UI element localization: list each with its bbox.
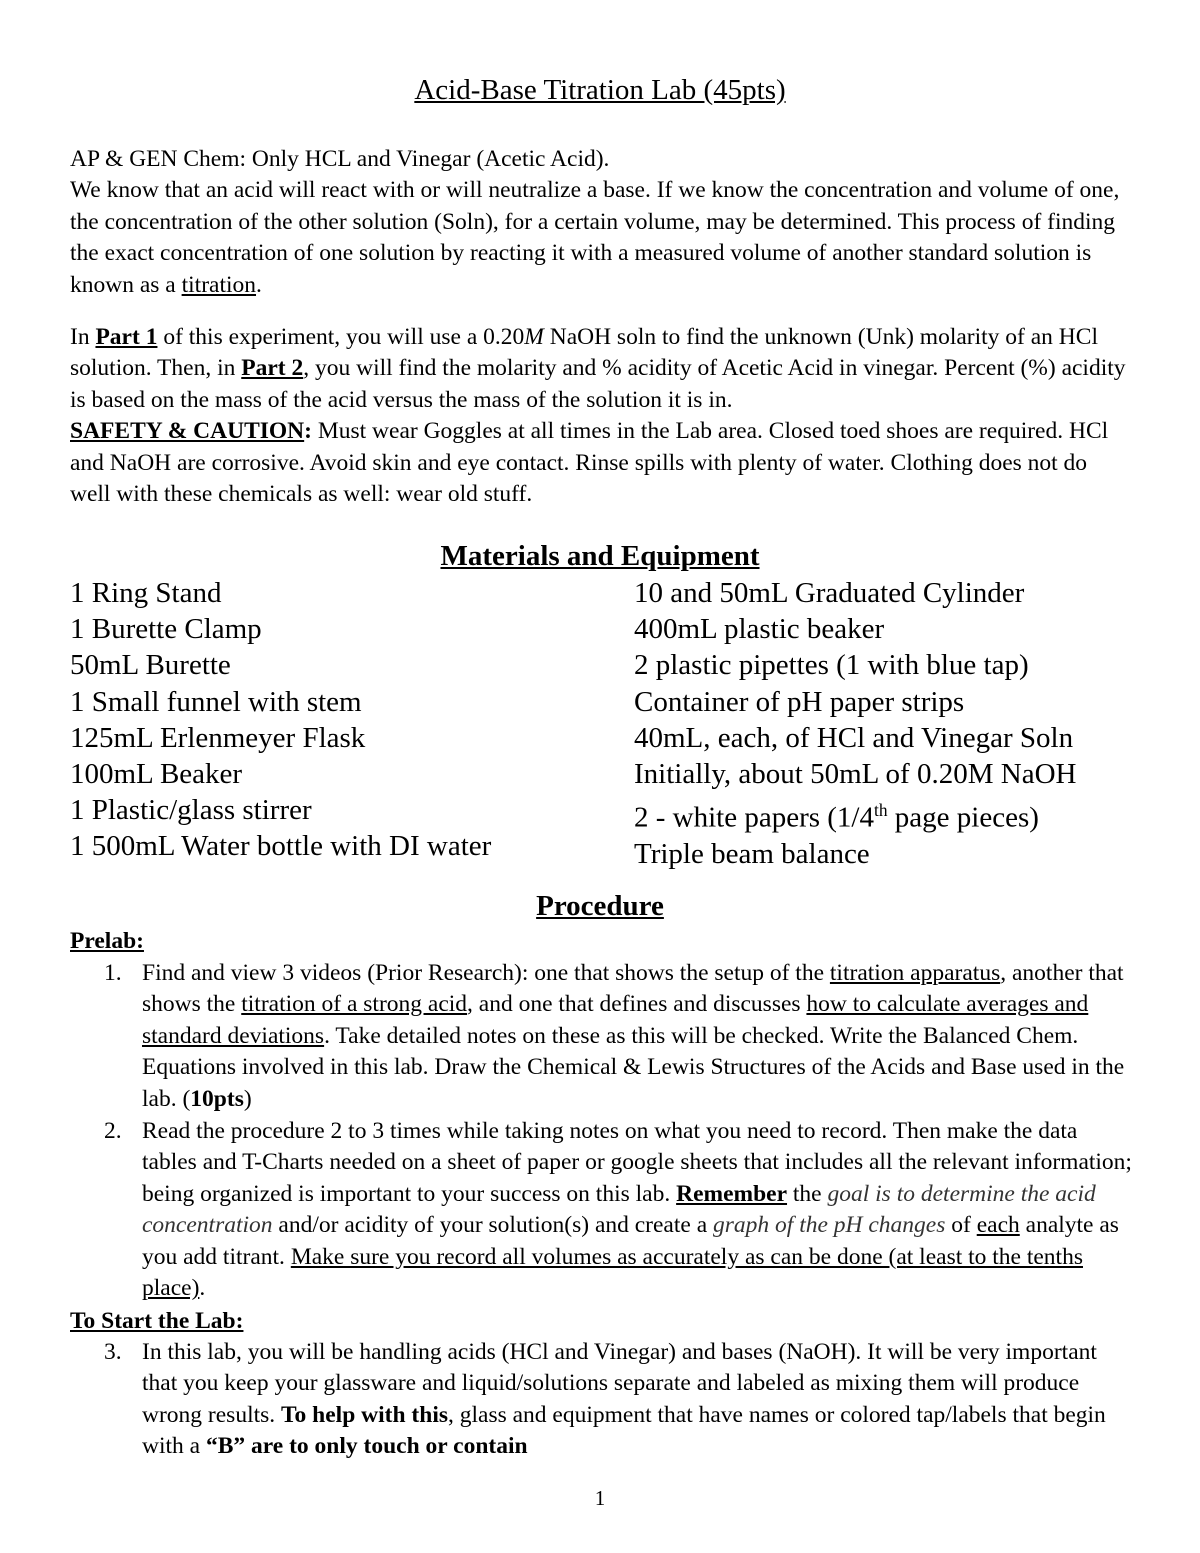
prelab-heading: Prelab: (70, 928, 144, 954)
material-item: 125mL Erlenmeyer Flask (70, 721, 366, 754)
material-item: 1 500mL Water bottle with DI water (70, 830, 492, 863)
part2-label: Part 2 (241, 355, 304, 382)
intro-paragraph: AP & GEN Chem: Only HCL and Vinegar (Acetic Acid). We know that an acid will react with or will neutralize a base. If we know the concentration and volume of one, the concentration of the other solution (Soln), for a certain volume, may be determined. This process of finding the exact concentration of one solution by reacting it with a measured volume of another standard solution is known as a titration. (70, 146, 1120, 298)
material-item: 1 Burette Clamp (70, 613, 262, 646)
material-item: Triple beam balance (634, 838, 870, 871)
page-number: 1 (594, 1486, 606, 1510)
part1-label: Part 1 (95, 324, 158, 350)
titration-term: titration (181, 271, 257, 298)
material-item: Container of pH paper strips (634, 685, 965, 718)
material-item: 1 Ring Stand (70, 577, 222, 609)
intro-body: We know that an acid will react with or will neutralize a base. If we know the concentration and volume of one, the concentration of the other solution (Soln), for a certain volume, may be determined. This process of finding the exact concentration of one solution by reacting it with a measured volume of another standard solution is known as a (70, 177, 1120, 298)
material-item: 100mL Beaker (70, 758, 243, 791)
material-item: 1 Plastic/glass stirrer (70, 794, 312, 827)
start-lab-heading: To Start the Lab: (70, 1308, 244, 1334)
material-item: 2 - white papers (1/4th page pieces) (634, 800, 1039, 834)
procedure-step-2: 2. Read the procedure 2 to 3 times while taking notes on what you need to record. Then make the data tables and T-Charts needed on a sheet of paper or google sheets that includes all the relevant information; being organized is important to your success on this lab. Remember the goal is to determine the acid concentration and/or acidity of your solution(s) and create a graph of the pH changes of each analyte as you add titrant. Make sure you record all volumes as accurately as can be done (at least to the tenths place). (104, 1118, 1132, 1302)
material-item: 10 and 50mL Graduated Cylinder (634, 577, 1025, 609)
materials-right-list (634, 575, 1076, 872)
materials-left-list (70, 575, 491, 865)
page-title: Acid-Base Titration Lab (45pts) (414, 74, 786, 106)
parts-paragraph: In Part 1 of this experiment, you will use a 0.20M NaOH soln to find the unknown (Unk) molarity of an HCl solution. Then, in Part 2, you will find the molarity and % acidity of Acetic Acid in vinegar. Percent (%) acidity is based on the mass of the acid versus the mass of the solution it is in. SAFETY & CAUTION: Must wear Goggles at all times in the Lab area. Closed toed shoes are required. HCl and NaOH are corrosive. Avoid skin and eye contact. Rinse spills with plenty of water. Clothing does not do well with these chemicals as well: wear old stuff. (70, 324, 1126, 508)
material-item: 40mL, each, of HCl and Vinegar Soln (634, 721, 1074, 754)
material-item: 400mL plastic beaker (634, 613, 885, 646)
materials-heading: Materials and Equipment (440, 540, 760, 572)
procedure-heading: Procedure (536, 890, 664, 922)
procedure-step-1: 1. Find and view 3 videos (Prior Research): one that shows the setup of the titration apparatus, another that shows the titration of a strong acid, and one that defines and discusses how to calculate averages and standard deviations. Take detailed notes on these as this will be checked. Write the Balanced Chem. Equations involved in this lab. Draw the Chemical & Lewis Structures of the Acids and Base used in the lab. (10pts) (104, 960, 1125, 1112)
material-item: Initially, about 50mL of 0.20M NaOH (634, 758, 1077, 791)
material-item: 2 plastic pipettes (1 with blue tap) (634, 649, 1029, 682)
intro-course-line: AP & GEN Chem: Only HCL and Vinegar (Acetic Acid). (70, 146, 610, 172)
procedure-step-3: 3. In this lab, you will be handling acids (HCl and Vinegar) and bases (NaOH). It will be very important that you keep your glassware and liquid/solutions separate and labeled as mixing them will produce wrong results. To help with this, glass and equipment that have names or colored tap/labels that begin with a “B” are to only touch or contain (104, 1339, 1106, 1460)
material-item: 50mL Burette (70, 649, 231, 682)
safety-label: SAFETY & CAUTION (70, 418, 305, 445)
material-item: 1 Small funnel with stem (70, 685, 362, 718)
safety-text: Must wear Goggles at all times in the Lab area. Closed toed shoes are required. HCl and NaOH are corrosive. Avoid skin and eye contact. Rinse spills with plenty of water. Clothing does not do well with these chemicals as well: wear old stuff. (70, 418, 1109, 508)
